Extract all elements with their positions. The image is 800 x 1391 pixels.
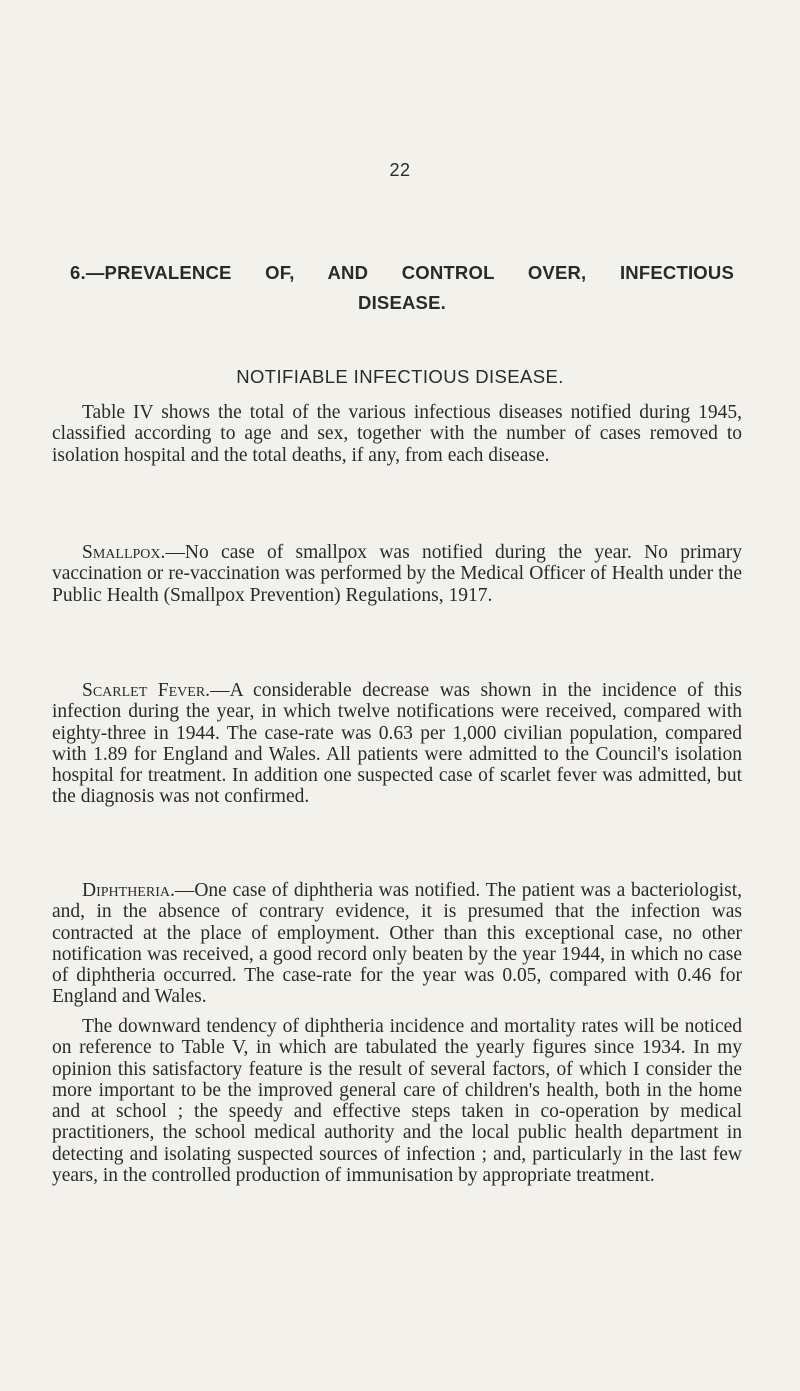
scarlet-fever-text: —A considerable decrease was shown in the incidence of this infection during the year, in which twelve notifications were received, compared with eighty-three in 1944. The case-rate was 0.63 per 1,000 civilian population, compared with 1.89 for England and Wales. All patients were admitted to the Council's isolation hospital for treatment. In addition one suspected case of scarlet fever was admitted, but the diagnosis was not confirmed. — [52, 680, 743, 808]
diphtheria-heading: Diphtheria. — [82, 880, 175, 901]
paragraph-intro: Table IV shows the total of the various infectious diseases notified during 1945, classified according to age and sex, together with the number of cases removed to isolation hospital and the total deaths, if any, from each disease. — [52, 402, 742, 466]
smallpox-text: —No case of smallpox was notified during the year. No primary vaccination or re-vaccination was performed by the Medical Officer of Health under the Public Health (Smallpox Prevention) Regulations, 1917. — [52, 542, 742, 606]
paragraph-downward-tendency: The downward tendency of diphtheria incidence and mortality rates will be noticed on reference to Table V, in which are tabulated the yearly figures since 1934. In my opinion this satisfactory feature is the result of several factors, of which I consider the more important to be the improved general care of children's health, both in the home and at school ; the speedy and effective steps taken in co-operation by medical practitioners, the school medical authority and the local public health department in detecting and isolating suspected sources of infection ; and, particularly in the last few years, in the controlled production of immunisation by appropriate treatment. — [52, 1016, 742, 1187]
paragraph-smallpox — [52, 542, 742, 606]
scarlet-fever-heading: Scarlet Fever. — [82, 680, 211, 701]
section-title — [70, 258, 734, 318]
page-number: 22 — [389, 160, 411, 180]
diphtheria-text: —One case of diphtheria was notified. The patient was a bacteriologist, and, in the absence of contrary evidence, it is presumed that the infection was contracted at the place of employment. Other than this exceptional case, no other notification was received, a good record only beaten by the year 1944, in which no case of diphtheria occurred. The case-rate for the year was 0.05, compared with 0.46 for England and Wales. — [52, 880, 742, 1008]
paragraph-diphtheria — [52, 880, 742, 1008]
sub-title: NOTIFIABLE INFECTIOUS DISEASE. — [236, 366, 564, 387]
section-title-line2: DISEASE. — [358, 292, 446, 313]
paragraph-scarlet-fever — [52, 680, 742, 808]
smallpox-heading: Smallpox. — [82, 542, 166, 563]
section-title-line1: 6.—PREVALENCE OF, AND CONTROL OVER, INFECTIOUS — [70, 262, 734, 283]
